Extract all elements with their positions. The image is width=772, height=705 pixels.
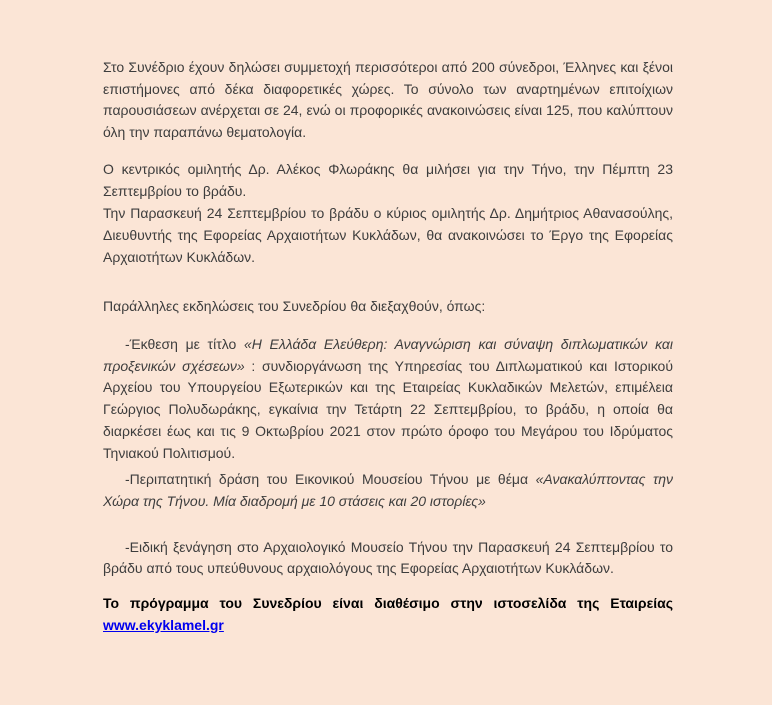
program-availability-paragraph: [103, 593, 673, 636]
parallel-events-heading: Παράλληλες εκδηλώσεις του Συνεδρίου θα διεξαχθούν, όπως:: [103, 298, 486, 315]
guided-tour-item: -Ειδική ξενάγηση στο Αρχαιολογικό Μουσείο Τήνου την Παρασκευή 24 Σεπτεμβρίου το βράδυ από τους υπεύθυνους αρχαιολόγους της Εφορείας Αρχαιοτήτων Κυκλάδων.: [103, 538, 673, 577]
second-keynote-paragraph: Την Παρασκευή 24 Σεπτεμβρίου το βράδυ ο κύριος ομιλητής Δρ. Δημήτριος Αθανασούλης, Διευθυντής της Εφορείας Αρχαιοτήτων Κυκλάδων, θα ανακοινώσει το Έργο της Εφορείας Αρχαιοτήτων Κυκλάδων.: [103, 205, 673, 265]
exhibition-lead-text: -Έκθεση με τίτλο: [125, 336, 244, 353]
walking-tour-title-quote: «Ανακαλύπτοντας την Χώρα της Τήνου. Μία διαδρομή με 10 στάσεις και 20 ιστορίες»: [103, 471, 673, 509]
exhibition-details-text: : συνδιοργάνωση της Υπηρεσίας του Διπλωματικού και Ιστορικού Αρχείου του Υπουργείου Εξωτερικών και της Εταιρείας Κυκλαδικών Μελετών, επιμέλεια Γεώργιος Πολυδωράκης, εγκαίνια την Τετάρτη 22 Σεπτεμβρίου, το βράδυ, η οποία θα διαρκέσει έως και τις 9 Οκτωβρίου 2021 στον πρώτο όροφο του Μεγάρου του Ιδρύματος Τηνιακού Πολιτισμού.: [103, 357, 673, 461]
intro-paragraph: Στο Συνέδριο έχουν δηλώσει συμμετοχή περισσότεροι από 200 σύνεδροι, Έλληνες και ξένοι επιστήμονες από δέκα διαφορετικές χώρες. Το σύνολο των αναρτημένων επιτοίχιων παρουσιάσεων ανέρχεται σε 24, ενώ οι προφορικές ανακοινώσεις είναι 125, που καλύπτουν όλη την παραπάνω θεματολογία.: [103, 59, 673, 141]
keynote-speaker-paragraph: Ο κεντρικός ομιλητής Δρ. Αλέκος Φλωράκης θα μιλήσει για την Τήνο, την Πέμπτη 23 Σεπτεμβρίου το βράδυ.: [103, 160, 673, 199]
walking-tour-item: [103, 469, 673, 512]
program-note-text: Το πρόγραμμα του Συνεδρίου είναι διαθέσιμο στην ιστοσελίδα της Εταιρείας: [103, 595, 673, 612]
exhibition-title-quote: «Η Ελλάδα Ελεύθερη: Αναγνώριση και σύναψη διπλωματικών και προξενικών σχέσεων»: [103, 336, 673, 374]
exhibition-item: [103, 334, 673, 464]
walking-tour-lead-text: -Περιπατητική δράση του Εικονικού Μουσείου Τήνου με θέμα: [125, 471, 536, 488]
website-link[interactable]: www.ekyklamel.gr: [103, 616, 224, 633]
